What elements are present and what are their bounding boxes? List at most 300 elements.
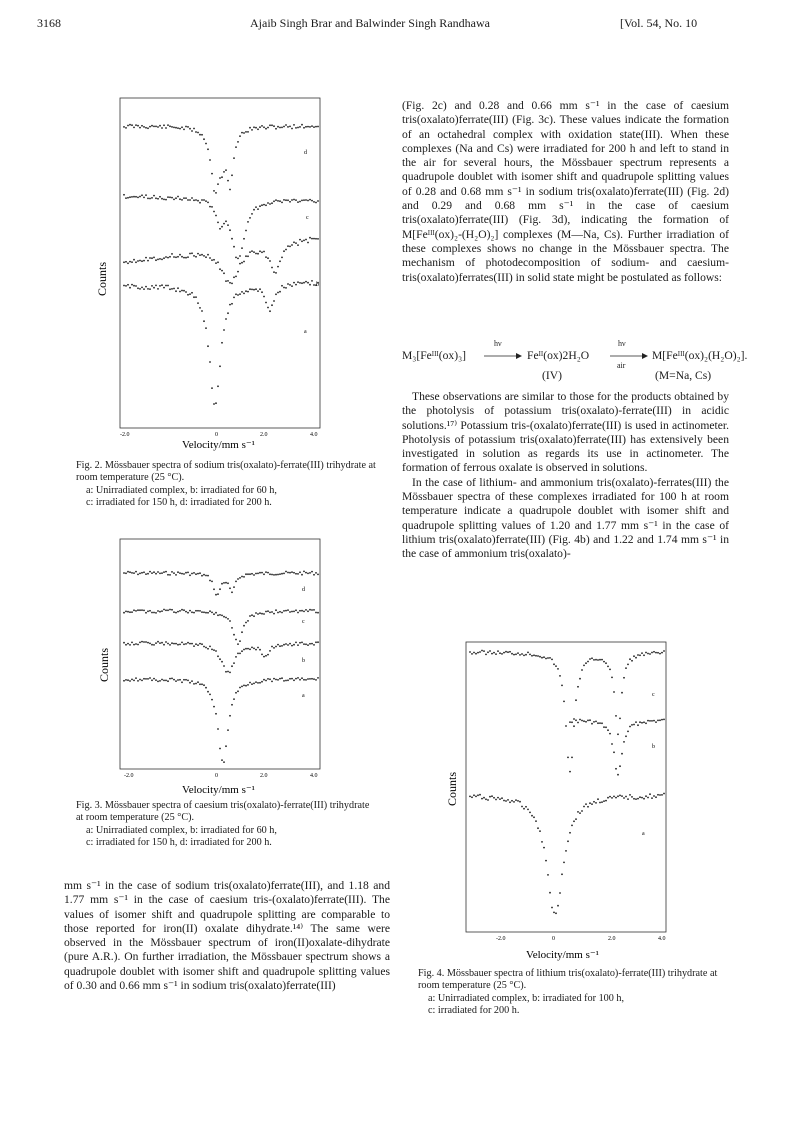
data-point — [227, 180, 229, 182]
data-point — [217, 655, 219, 657]
data-point — [215, 594, 217, 596]
data-point — [203, 646, 205, 648]
figure-2-tick: 0 — [215, 432, 218, 438]
data-point — [583, 720, 585, 722]
data-point — [619, 765, 621, 767]
data-point — [181, 126, 183, 128]
data-point — [305, 643, 307, 645]
data-point — [531, 655, 533, 657]
data-point — [271, 681, 273, 683]
data-point — [137, 680, 139, 682]
data-point — [169, 644, 171, 646]
data-point — [661, 652, 663, 654]
data-point — [263, 251, 265, 253]
data-point — [653, 651, 655, 653]
data-point — [643, 721, 645, 723]
data-point — [235, 581, 237, 583]
data-point — [189, 682, 191, 684]
data-point — [215, 402, 217, 404]
data-point — [137, 197, 139, 199]
figure-3-spectra — [90, 537, 360, 799]
data-point — [171, 288, 173, 290]
data-point — [275, 574, 277, 576]
data-point — [179, 198, 181, 200]
data-point — [153, 571, 155, 573]
data-point — [239, 687, 241, 689]
data-point — [219, 614, 221, 616]
data-point — [197, 200, 199, 202]
data-point — [145, 286, 147, 288]
data-point — [141, 572, 143, 574]
data-point — [593, 659, 595, 661]
data-point — [553, 663, 555, 665]
data-point — [273, 300, 275, 302]
data-point — [201, 134, 203, 136]
figure-4-spectra — [440, 640, 700, 962]
data-point — [603, 800, 605, 802]
data-point — [239, 653, 241, 655]
data-point — [155, 612, 157, 614]
data-point — [283, 199, 285, 201]
data-point — [273, 574, 275, 576]
data-point — [203, 320, 205, 322]
data-point — [255, 288, 257, 290]
data-point — [291, 244, 293, 246]
data-point — [567, 757, 569, 759]
data-point — [479, 794, 481, 796]
data-point — [263, 573, 265, 575]
data-point — [605, 662, 607, 664]
data-point — [155, 642, 157, 644]
data-point — [245, 648, 247, 650]
data-point — [293, 572, 295, 574]
data-point — [179, 254, 181, 256]
data-point — [171, 642, 173, 644]
data-point — [651, 797, 653, 799]
data-point — [543, 847, 545, 849]
data-point — [471, 796, 473, 798]
data-point — [193, 199, 195, 201]
data-point — [657, 652, 659, 654]
data-point — [655, 796, 657, 798]
data-point — [135, 261, 137, 263]
data-point — [301, 240, 303, 242]
data-point — [579, 678, 581, 680]
data-point — [641, 797, 643, 799]
data-point — [259, 682, 261, 684]
data-point — [501, 797, 503, 799]
data-point — [247, 620, 249, 622]
data-point — [297, 573, 299, 575]
data-point — [247, 131, 249, 133]
data-point — [205, 200, 207, 202]
data-point — [521, 806, 523, 808]
data-point — [303, 571, 305, 573]
data-point — [189, 293, 191, 295]
data-point — [579, 812, 581, 814]
data-point — [307, 644, 309, 646]
data-point — [203, 684, 205, 686]
data-point — [161, 284, 163, 286]
data-point — [255, 253, 257, 255]
data-point — [643, 798, 645, 800]
data-point — [183, 257, 185, 259]
data-point — [597, 798, 599, 800]
data-point — [151, 257, 153, 259]
data-point — [483, 650, 485, 652]
data-point — [173, 643, 175, 645]
data-point — [149, 198, 151, 200]
data-point — [295, 678, 297, 680]
data-point — [189, 643, 191, 645]
data-point — [203, 574, 205, 576]
data-point — [171, 253, 173, 255]
data-point — [317, 126, 319, 128]
data-point — [281, 573, 283, 575]
data-point — [557, 668, 559, 670]
data-point — [203, 611, 205, 613]
data-point — [291, 611, 293, 613]
data-point — [281, 202, 283, 204]
data-point — [235, 639, 237, 641]
data-point — [139, 573, 141, 575]
data-point — [255, 206, 257, 208]
data-point — [219, 177, 221, 179]
data-point — [197, 610, 199, 612]
data-point — [195, 256, 197, 258]
data-point — [291, 128, 293, 130]
data-point — [313, 238, 315, 240]
data-point — [173, 256, 175, 258]
data-point — [199, 610, 201, 612]
data-point — [209, 694, 211, 696]
figure-4-caption-line: a: Unirradiated complex, b: irradiated for 100 h, — [428, 992, 625, 1004]
data-point — [507, 799, 509, 801]
data-point — [257, 290, 259, 292]
page-number: 3168 — [37, 16, 61, 30]
data-point — [195, 683, 197, 685]
data-point — [297, 677, 299, 679]
data-point — [167, 643, 169, 645]
data-point — [499, 652, 501, 654]
data-point — [275, 646, 277, 648]
data-point — [473, 652, 475, 654]
data-point — [573, 718, 575, 720]
data-point — [301, 642, 303, 644]
data-point — [171, 197, 173, 199]
data-point — [307, 282, 309, 284]
data-point — [249, 648, 251, 650]
data-point — [539, 830, 541, 832]
equation-intermediate: Feᴵᴵ(ox)2H₂O — [527, 349, 590, 362]
data-point — [301, 574, 303, 576]
data-point — [309, 572, 311, 574]
curve-label-c: c — [302, 619, 305, 625]
data-point — [527, 652, 529, 654]
data-point — [295, 284, 297, 286]
data-point — [271, 646, 273, 648]
data-point — [169, 574, 171, 576]
data-point — [655, 721, 657, 723]
data-point — [309, 609, 311, 611]
figure-3-caption-line: c: irradiated for 150 h, d: irradiated for 200 h. — [86, 837, 272, 849]
data-point — [277, 612, 279, 614]
data-point — [135, 610, 137, 612]
data-point — [589, 802, 591, 804]
data-point — [305, 239, 307, 241]
running-header-authors: Ajaib Singh Brar and Balwinder Singh Randhawa — [250, 16, 490, 30]
data-point — [125, 644, 127, 646]
data-point — [475, 796, 477, 798]
data-point — [241, 576, 243, 578]
data-point — [141, 194, 143, 196]
data-point — [631, 724, 633, 726]
data-point — [133, 259, 135, 261]
data-point — [199, 643, 201, 645]
data-point — [659, 794, 661, 796]
data-point — [651, 652, 653, 654]
data-point — [651, 720, 653, 722]
data-point — [623, 677, 625, 679]
data-point — [511, 800, 513, 802]
data-point — [249, 615, 251, 617]
data-point — [257, 573, 259, 575]
data-point — [473, 794, 475, 796]
data-point — [531, 815, 533, 817]
data-point — [199, 572, 201, 574]
figure-4-tick: -2.0 — [496, 936, 506, 942]
curve-label-d: d — [304, 150, 307, 156]
data-point — [627, 731, 629, 733]
data-point — [207, 691, 209, 693]
data-point — [281, 612, 283, 614]
data-point — [259, 250, 261, 252]
data-point — [131, 196, 133, 198]
data-point — [159, 258, 161, 260]
data-point — [615, 768, 617, 770]
data-point — [605, 726, 607, 728]
data-point — [273, 678, 275, 680]
data-point — [213, 588, 215, 590]
data-point — [179, 610, 181, 612]
data-point — [649, 720, 651, 722]
data-point — [143, 641, 145, 643]
data-point — [231, 704, 233, 706]
data-point — [131, 572, 133, 574]
data-point — [619, 795, 621, 797]
data-point — [499, 798, 501, 800]
data-point — [267, 572, 269, 574]
data-point — [621, 795, 623, 797]
data-point — [133, 572, 135, 574]
data-point — [505, 651, 507, 653]
data-point — [243, 132, 245, 134]
data-point — [555, 665, 557, 667]
data-point — [149, 288, 151, 290]
data-point — [289, 201, 291, 203]
data-point — [311, 238, 313, 240]
data-point — [211, 206, 213, 208]
data-point — [315, 238, 317, 240]
data-point — [153, 287, 155, 289]
data-point — [159, 573, 161, 575]
data-point — [311, 571, 313, 573]
data-point — [261, 681, 263, 683]
data-point — [155, 126, 157, 128]
data-point — [195, 131, 197, 133]
data-point — [573, 725, 575, 727]
data-point — [237, 643, 239, 645]
data-point — [279, 260, 281, 262]
data-point — [275, 199, 277, 201]
data-point — [551, 907, 553, 909]
data-point — [257, 208, 259, 210]
data-point — [279, 611, 281, 613]
data-point — [209, 361, 211, 363]
data-point — [251, 683, 253, 685]
data-point — [245, 622, 247, 624]
data-point — [199, 683, 201, 685]
data-point — [657, 794, 659, 796]
data-point — [167, 285, 169, 287]
data-point — [537, 827, 539, 829]
data-point — [265, 302, 267, 304]
data-point — [155, 285, 157, 287]
data-point — [149, 677, 151, 679]
data-point — [243, 576, 245, 578]
data-point — [237, 271, 239, 273]
data-point — [215, 262, 217, 264]
data-point — [251, 289, 253, 291]
data-point — [625, 796, 627, 798]
data-point — [141, 287, 143, 289]
data-point — [217, 222, 219, 224]
figure-2-tick: 2.0 — [260, 432, 268, 438]
data-point — [281, 645, 283, 647]
data-point — [235, 293, 237, 295]
data-point — [281, 285, 283, 287]
data-point — [285, 680, 287, 682]
data-point — [149, 571, 151, 573]
data-point — [509, 801, 511, 803]
data-point — [217, 385, 219, 387]
data-point — [171, 126, 173, 128]
data-point — [163, 644, 165, 646]
data-point — [309, 126, 311, 128]
data-point — [167, 196, 169, 198]
data-point — [271, 611, 273, 613]
data-point — [195, 573, 197, 575]
data-point — [177, 287, 179, 289]
data-point — [271, 267, 273, 269]
data-point — [609, 796, 611, 798]
data-point — [311, 678, 313, 680]
data-point — [309, 678, 311, 680]
data-point — [243, 625, 245, 627]
data-point — [141, 641, 143, 643]
data-point — [269, 310, 271, 312]
data-point — [273, 271, 275, 273]
data-point — [295, 199, 297, 201]
data-point — [303, 282, 305, 284]
data-point — [151, 197, 153, 199]
data-point — [287, 572, 289, 574]
data-point — [239, 263, 241, 265]
data-point — [225, 582, 227, 584]
data-point — [291, 645, 293, 647]
data-point — [169, 288, 171, 290]
data-point — [127, 262, 129, 264]
data-point — [547, 657, 549, 659]
data-point — [283, 126, 285, 128]
figure-3-y-label: Counts — [97, 647, 111, 682]
data-point — [173, 288, 175, 290]
data-point — [189, 574, 191, 576]
data-point — [227, 618, 229, 620]
data-point — [577, 686, 579, 688]
data-point — [215, 713, 217, 715]
data-point — [233, 662, 235, 664]
data-point — [183, 609, 185, 611]
data-point — [161, 679, 163, 681]
data-point — [243, 261, 245, 263]
data-point — [293, 644, 295, 646]
data-point — [565, 850, 567, 852]
data-point — [237, 258, 239, 260]
data-point — [239, 135, 241, 137]
data-point — [175, 680, 177, 682]
data-point — [197, 253, 199, 255]
data-point — [647, 720, 649, 722]
data-point — [215, 612, 217, 614]
figure-3-caption — [76, 800, 376, 850]
data-point — [545, 658, 547, 660]
data-point — [185, 197, 187, 199]
data-point — [487, 799, 489, 801]
data-point — [265, 128, 267, 130]
data-point — [129, 644, 131, 646]
data-point — [615, 715, 617, 717]
data-point — [289, 126, 291, 128]
data-point — [213, 259, 215, 261]
data-point — [267, 127, 269, 129]
data-point — [277, 266, 279, 268]
data-point — [585, 662, 587, 664]
data-point — [283, 573, 285, 575]
data-point — [283, 610, 285, 612]
data-point — [579, 719, 581, 721]
data-point — [249, 251, 251, 253]
data-point — [309, 199, 311, 201]
data-point — [233, 157, 235, 159]
data-point — [157, 259, 159, 261]
data-point — [527, 809, 529, 811]
data-point — [129, 261, 131, 263]
data-point — [303, 127, 305, 129]
data-point — [151, 572, 153, 574]
data-point — [153, 644, 155, 646]
data-point — [213, 706, 215, 708]
data-point — [227, 312, 229, 314]
data-point — [203, 138, 205, 140]
data-point — [513, 801, 515, 803]
data-point — [295, 573, 297, 575]
data-point — [193, 645, 195, 647]
data-point — [199, 307, 201, 309]
data-point — [299, 239, 301, 241]
data-point — [141, 680, 143, 682]
data-point — [199, 134, 201, 136]
